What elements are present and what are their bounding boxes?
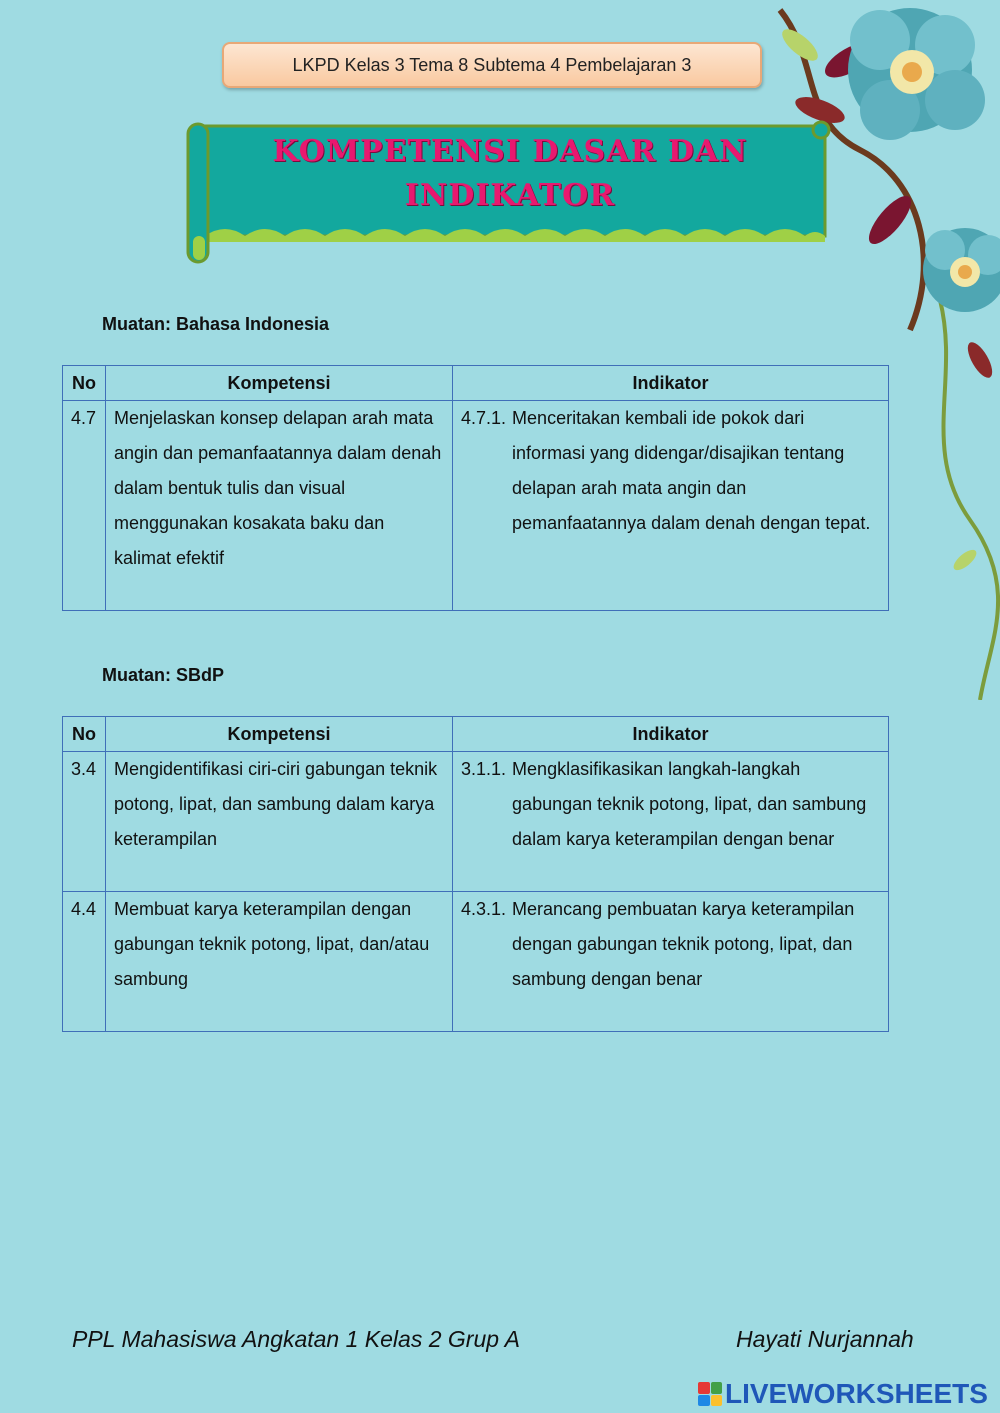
liveworksheets-mark-icon — [698, 1382, 722, 1406]
competency-table-bahasa-indonesia — [62, 365, 889, 611]
header-title: LKPD Kelas 3 Tema 8 Subtema 4 Pembelajaran 3 — [222, 42, 762, 88]
section-label-sbdp: Muatan: SBdP — [102, 665, 225, 685]
header-kompetensi: Kompetensi — [106, 717, 453, 752]
row-kompetensi: Mengidentifikasi ciri-ciri gabungan teknik potong, lipat, dan sambung dalam karya keterampilan — [106, 752, 453, 892]
row-kompetensi: Membuat karya keterampilan dengan gabungan teknik potong, lipat, dan/atau sambung — [106, 892, 453, 1032]
banner-title-line1: KOMPETENSI DASAR DAN — [272, 134, 748, 169]
header-kompetensi: Kompetensi — [106, 366, 453, 401]
liveworksheets-wordmark: LIVEWORKSHEETS — [725, 1378, 988, 1409]
table-header-row — [63, 717, 889, 752]
row-no: 3.4 — [63, 752, 106, 892]
section-label-bahasa-indonesia: Muatan: Bahasa Indonesia — [102, 314, 330, 334]
header-indikator: Indikator — [453, 717, 889, 752]
indikator-number: 4.3.1. — [461, 899, 507, 919]
indikator-text: Menceritakan kembali ide pokok dari informasi yang didengar/disajikan tentang delapan arah mata angin dan pemanfaatannya dalam denah dengan tepat. — [512, 408, 871, 533]
banner-title-line2: INDIKATOR — [404, 178, 616, 213]
footer-author-name: Hayati Nurjannah — [736, 1326, 914, 1352]
flower-icon — [923, 228, 1000, 312]
indikator-number: 3.1.1. — [461, 759, 507, 779]
row-indikator-cell — [453, 752, 889, 892]
indikator-number: 4.7.1. — [461, 408, 507, 428]
row-indikator-cell — [453, 892, 889, 1032]
table-row — [63, 401, 889, 611]
header-indikator: Indikator — [453, 366, 889, 401]
table-row — [63, 892, 889, 1032]
indikator-text: Mengklasifikasikan langkah-langkah gabungan teknik potong, lipat, dan sambung dalam karya keterampilan dengan benar — [512, 759, 867, 849]
row-no: 4.4 — [63, 892, 106, 1032]
header-no: No — [63, 717, 106, 752]
table-row — [63, 752, 889, 892]
table-header-row — [63, 366, 889, 401]
indikator-text: Merancang pembuatan karya keterampilan dengan gabungan teknik potong, lipat, dan sambung dengan benar — [512, 899, 855, 989]
row-indikator-cell — [453, 401, 889, 611]
header-no: No — [63, 366, 106, 401]
flower-icon — [848, 8, 985, 140]
row-no: 4.7 — [63, 401, 106, 611]
banner-title — [200, 130, 820, 218]
footer-author-group: PPL Mahasiswa Angkatan 1 Kelas 2 Grup A — [72, 1326, 520, 1352]
competency-table-sbdp — [62, 716, 889, 1032]
liveworksheets-logo[interactable] — [698, 1378, 988, 1410]
row-kompetensi: Menjelaskan konsep delapan arah mata angin dan pemanfaatannya dalam denah dalam bentuk tulis dan visual menggunakan kosakata baku dan kalimat efektif — [106, 401, 453, 611]
